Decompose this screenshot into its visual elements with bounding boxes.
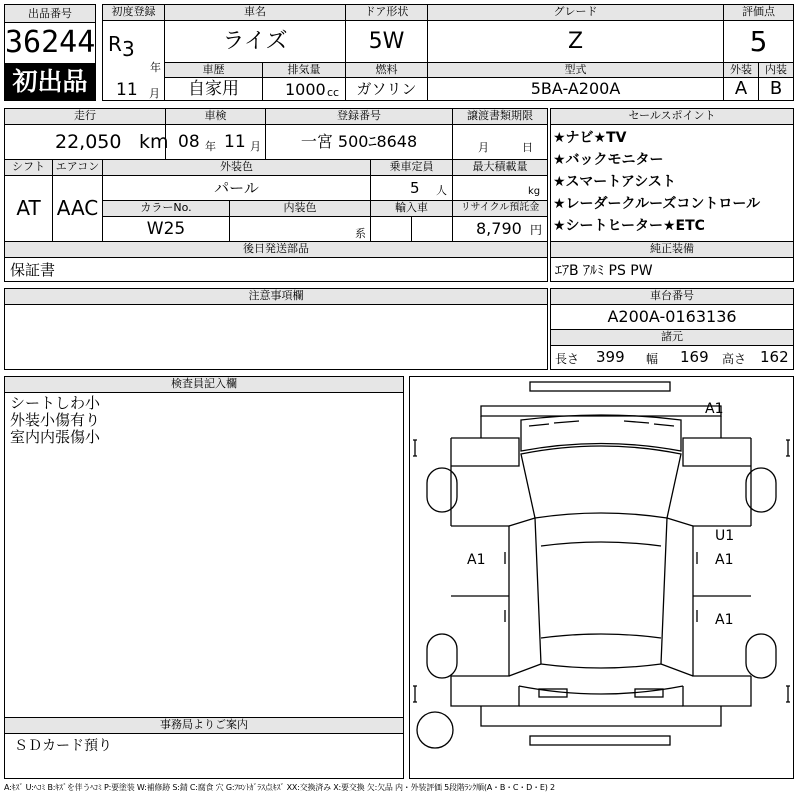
equipment: ｴｱB ｱﾙﾐ PS PW	[555, 263, 653, 279]
plate-header: 登録番号	[265, 108, 453, 125]
damage-mark: A1	[467, 552, 486, 568]
inspection-year: 08	[178, 132, 200, 152]
transfer-deadline-header: 譲渡書類期限	[452, 108, 548, 125]
shift-header: シフト	[4, 159, 53, 176]
vehicle-history: 自家用	[164, 77, 263, 101]
seats: 5	[410, 179, 420, 197]
width: 169	[680, 348, 709, 366]
car-diagram	[409, 376, 794, 779]
specs-header: 諸元	[550, 329, 794, 346]
score-header: 評価点	[723, 4, 794, 21]
score: 5	[723, 20, 794, 63]
door-type: 5W	[345, 20, 428, 63]
displacement-header: 排気量	[262, 62, 346, 78]
color-number: W25	[102, 216, 230, 242]
damage-mark: A1	[715, 612, 734, 628]
model-code-header: 型式	[427, 62, 724, 78]
car-name: ライズ	[164, 20, 346, 63]
first-registration-header: 初度登録	[102, 4, 165, 21]
transfer-day-unit: 日	[522, 141, 533, 154]
sales-point: ★シートヒーター★ETC	[553, 218, 705, 234]
exterior-color: パール	[102, 175, 371, 201]
history-header: 車歴	[164, 62, 263, 78]
mileage-unit: km	[139, 131, 169, 153]
later-parts: 保証書	[10, 261, 56, 279]
car-name-header: 車名	[164, 4, 346, 21]
displacement: 1000	[285, 80, 326, 99]
inspector-note: シートしわ小	[10, 394, 101, 412]
sales-point: ★レーダークルーズコントロール	[553, 196, 761, 212]
lot-number: 36244	[4, 22, 96, 64]
grade-header: グレード	[427, 4, 724, 21]
displacement-unit: cc	[327, 86, 340, 99]
max-load-header: 最大積載量	[452, 159, 548, 176]
import-header: 輸入車	[370, 200, 453, 217]
inspection-month: 11	[224, 132, 246, 152]
equipment-header: 純正装備	[550, 241, 794, 258]
aircon-header: エアコン	[52, 159, 103, 176]
sales-point: ★ナビ★TV	[553, 130, 627, 146]
office-header: 事務局よりご案内	[4, 717, 404, 734]
seats-unit: 人	[436, 184, 447, 197]
notes-header: 注意事項欄	[4, 288, 548, 305]
damage-mark: A1	[705, 401, 724, 417]
fuel: ガソリン	[345, 77, 428, 101]
exterior-header: 外装	[723, 62, 759, 78]
registration-month: 11	[116, 80, 138, 100]
inspection-month-unit: 月	[250, 140, 261, 153]
import-cell-a	[370, 216, 412, 242]
sales-points-header: セールスポイント	[550, 108, 794, 125]
inspector-note: 室内内張傷小	[10, 428, 101, 446]
recycle-deposit-unit: 円	[530, 223, 543, 237]
height: 162	[760, 348, 789, 366]
door-type-header: ドア形状	[345, 4, 428, 21]
chassis-header: 車台番号	[550, 288, 794, 305]
registration-year-unit: 年	[150, 61, 161, 74]
legend: A:ｷｽﾞ U:ﾍｺﾐ B:ｷｽﾞを伴うﾍｺﾐ P:要塗装 W:補修跡 S:錆 C:腐食 穴 G:ﾌﾛﾝﾄｶﾞﾗｽ点ｷｽﾞ XX:交換済み X:要交換 欠:欠品 内・外装評価 5段階ﾗﾝｸ順(A・B・C・D・E) 2	[4, 783, 555, 792]
interior-header: 内装	[758, 62, 794, 78]
damage-mark: U1	[715, 528, 735, 544]
sales-point: ★バックモニター	[553, 152, 664, 168]
color-number-header: カラーNo.	[102, 200, 230, 217]
shift: AT	[4, 175, 53, 242]
lot-number-header: 出品番号	[4, 4, 96, 23]
seats-header: 乗車定員	[370, 159, 453, 176]
registration-year: 3	[122, 37, 135, 61]
office-note: ＳＤカード預り	[14, 738, 112, 754]
later-parts-header: 後日発送部品	[4, 241, 548, 258]
recycle-deposit-header: リサイクル預託金	[452, 200, 548, 217]
width-label: 幅	[646, 352, 659, 366]
exterior-grade: A	[723, 77, 759, 101]
transfer-month-unit: 月	[478, 141, 489, 154]
registration-era: R	[108, 32, 122, 56]
interior-color-header: 内装色	[229, 200, 371, 217]
length: 399	[596, 348, 625, 366]
inspection-year-unit: 年	[205, 140, 216, 153]
mileage-header: 走行	[4, 108, 166, 125]
model-code: 5BA-A200A	[427, 77, 724, 101]
chassis-number: A200A-0163136	[550, 304, 794, 330]
recycle-deposit: 8,790	[476, 219, 522, 238]
fuel-header: 燃料	[345, 62, 428, 78]
max-load-unit: kg	[528, 186, 541, 197]
interior-color-unit: 系	[355, 227, 366, 240]
damage-mark: A1	[715, 552, 734, 568]
aircon: AAC	[52, 175, 103, 242]
height-label: 高さ	[722, 352, 747, 366]
inspector-header: 検査員記入欄	[4, 376, 404, 393]
inspection-header: 車検	[165, 108, 266, 125]
interior-color-cell	[229, 216, 371, 242]
registration-month-unit: 月	[149, 87, 160, 100]
first-listing-badge: 初出品	[4, 63, 96, 101]
inspector-note: 外装小傷有り	[10, 411, 101, 429]
license-plate: 一宮 500ﾆ8648	[265, 124, 453, 160]
mileage: 22,050	[55, 131, 122, 153]
exterior-color-header: 外装色	[102, 159, 371, 176]
sales-point: ★スマートアシスト	[553, 174, 676, 190]
interior-grade: B	[758, 77, 794, 101]
grade: Z	[427, 20, 724, 63]
import-cell-b	[411, 216, 453, 242]
transfer-deadline-cell	[452, 124, 548, 160]
length-label: 長さ	[555, 352, 580, 366]
